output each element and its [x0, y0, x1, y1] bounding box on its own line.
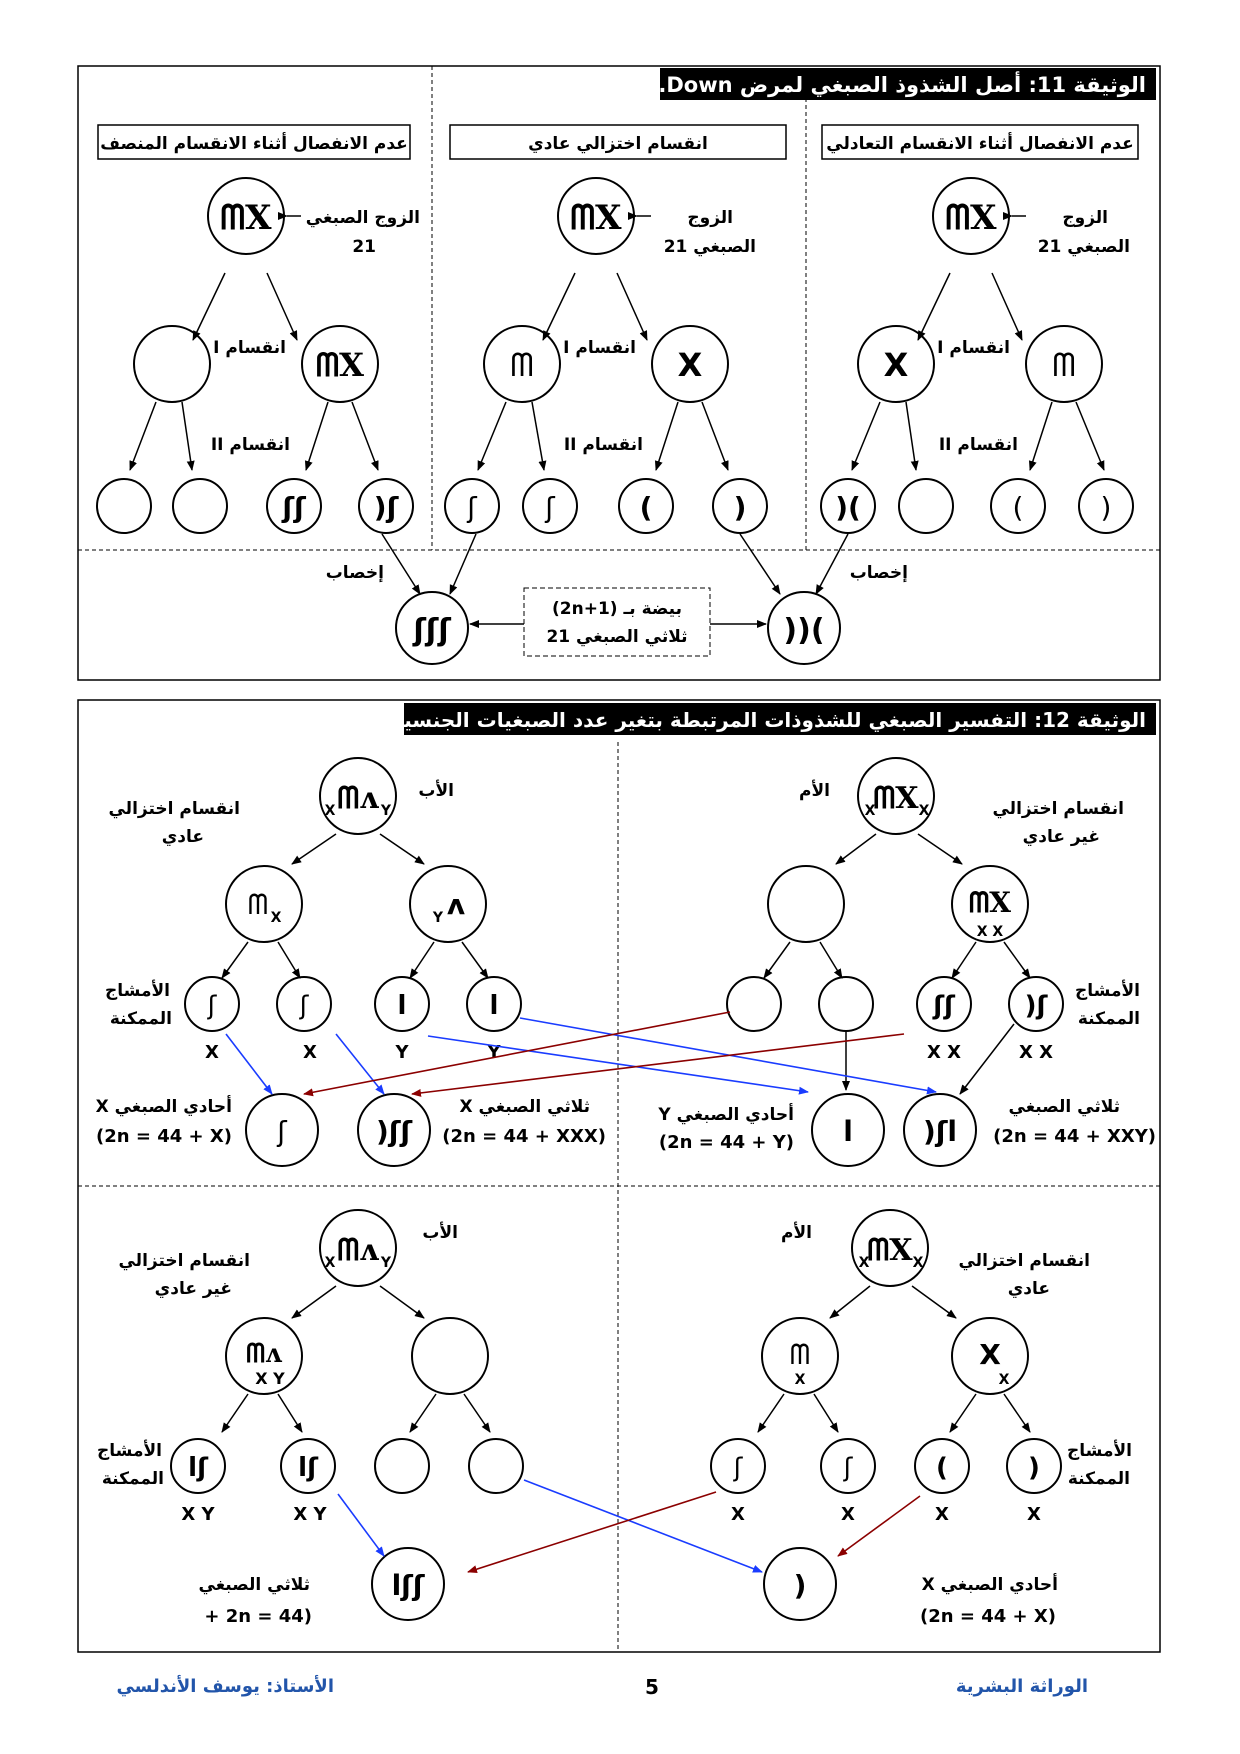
egg-line-2: ثلاثي الصبغي 21: [546, 627, 688, 647]
header-right: عدم الانفصال أثناء الانقسام التعادلي: [826, 134, 1134, 154]
x-label: X: [864, 803, 876, 819]
arrow: [740, 534, 780, 594]
formula-partial: (2n = 44 +: [204, 1606, 312, 1627]
chromosome-icon: ʃ: [843, 1453, 853, 1483]
egg-line-1: بيضة بـ (2n+1): [552, 599, 682, 619]
document-11: [78, 66, 1160, 680]
chromosome-icon: ʃʃʃ: [413, 613, 451, 648]
x-label: X: [858, 1255, 870, 1271]
meiosis-normal-1: انقسام اختزالي: [958, 1251, 1090, 1271]
gametes-label-1: الأمشاج: [105, 981, 170, 1001]
arrow: [1004, 942, 1030, 978]
y-label: Y: [395, 1042, 409, 1063]
footer-subject: الوراثة البشرية: [955, 1676, 1088, 1697]
monosomy-x: أحادي الصبغي X: [921, 1575, 1058, 1595]
gametes-label-2: الممكنة: [1067, 1469, 1130, 1489]
formula-y: (2n = 44 + Y): [658, 1132, 794, 1153]
arrow: [836, 834, 876, 864]
chromosome-icon: ʃ: [733, 1453, 743, 1483]
chromosome-icon: ʃ: [277, 1115, 287, 1148]
gametes-label-2: الممكنة: [1077, 1009, 1140, 1029]
column-right: [821, 178, 1133, 533]
arrow: [820, 942, 842, 978]
arrow: [764, 942, 790, 978]
arrow: [278, 1394, 302, 1432]
pair-label-1: الزوج: [1062, 208, 1108, 228]
arrow: [292, 1286, 336, 1318]
gamete-cell: [819, 977, 873, 1031]
xx-label: X X: [976, 924, 1004, 940]
blue-arrow: [338, 1494, 384, 1556]
arrow: [410, 942, 434, 978]
cell: [134, 326, 210, 402]
arrow: [193, 273, 225, 340]
pair-label-2: الصبغي 21: [663, 237, 756, 257]
chromosome-pair-icon: ᗰʌ: [246, 1339, 282, 1369]
xx-label: X X: [1018, 1042, 1054, 1063]
chromosome-icon: (: [1100, 491, 1112, 524]
arrow: [380, 1286, 424, 1318]
formula-xxy: (2n = 44 + XXY): [993, 1126, 1156, 1147]
formula-x: (2n = 44 + X): [96, 1126, 232, 1147]
father-label: الأب: [422, 1223, 458, 1243]
division-1-label: انقسام I: [213, 338, 286, 358]
arrow: [918, 834, 962, 864]
arrow: [182, 402, 192, 470]
x-label: X: [918, 803, 930, 819]
chromosome-icon: ا: [397, 991, 407, 1021]
cell: [412, 1318, 488, 1394]
division-1-label: انقسام I: [937, 338, 1010, 358]
chromosome-icon: ᗰ: [247, 888, 269, 921]
chromosome-icon: ʃ: [299, 991, 309, 1021]
column-middle: [445, 178, 767, 533]
arrow: [306, 402, 328, 470]
gamete-cell: [469, 1439, 523, 1493]
gametes-label-2: الممكنة: [101, 1469, 164, 1489]
arrow: [960, 1024, 1014, 1094]
y-label: Y: [487, 1042, 501, 1063]
x-label: X: [324, 1255, 336, 1271]
x-label: X: [303, 1042, 317, 1063]
chromosome-icon: ʃ(: [1024, 991, 1048, 1021]
chromosome-icon: ʃ: [467, 491, 477, 524]
fertilization-label: إخصاب: [325, 563, 384, 583]
gamete-cell: [727, 977, 781, 1031]
doc11-title: الوثيقة 11: أصل الشذوذ الصبغي لمرض Down.: [658, 73, 1146, 97]
chromosome-icon: ʃʃا: [391, 1569, 425, 1602]
x-label: X: [205, 1042, 219, 1063]
chromosome-icon: ): [639, 491, 653, 524]
arrow: [830, 1286, 870, 1318]
arrow: [816, 534, 848, 594]
chromosome-icon: ʃ: [207, 991, 217, 1021]
arrow: [912, 1286, 956, 1318]
arrow: [352, 402, 378, 470]
arrow: [543, 273, 575, 340]
division-2-label: انقسام II: [938, 435, 1018, 455]
mother-label: الأم: [781, 1223, 812, 1243]
footer: [116, 1675, 1088, 1699]
mother-label: الأم: [799, 781, 830, 801]
quadrant-top-left: [96, 758, 606, 1166]
chromosome-icon: اʃ(: [922, 1115, 958, 1148]
chromosome-pair-icon: ᗰX: [316, 346, 364, 384]
chromosome-icon: ʃا: [298, 1453, 318, 1483]
chromosome-pair-icon: ᗰX: [220, 198, 272, 238]
footer-author: الأستاذ: يوسف الأندلسي: [116, 1676, 334, 1697]
monosomy-x: أحادي الصبغي X: [95, 1097, 232, 1117]
blue-arrow: [524, 1480, 762, 1572]
chromosome-icon: ʃ(: [373, 491, 399, 524]
arrow: [1004, 1394, 1030, 1432]
y-label: Y: [380, 1255, 392, 1271]
chromosome-icon: (: [1028, 1453, 1040, 1483]
doc12-title: الوثيقة 12: التفسير الصبغي للشذوذات المرتبطة بتغير عدد الصبغيات الجنسية.: [384, 708, 1146, 732]
arrow: [410, 1394, 436, 1432]
pair-label-left-1: الزوج الصبغي: [305, 208, 420, 228]
arrow: [380, 834, 424, 864]
division-2-label: انقسام II: [563, 435, 643, 455]
meiosis-normal-2: عادي: [161, 827, 204, 847]
gamete-cell: [97, 479, 151, 533]
arrow: [656, 402, 678, 470]
chromosome-icon: ʃا: [188, 1453, 208, 1483]
chromosome-icon: X: [979, 1338, 1001, 1371]
column-left: [97, 178, 420, 533]
chromosome-icon: ): [1012, 491, 1024, 524]
gamete-cell: [375, 1439, 429, 1493]
x-label: X: [794, 1372, 806, 1388]
arrow: [478, 402, 506, 470]
chromosome-pair-icon: ᗰX: [945, 198, 997, 238]
fertilization-row: [326, 534, 908, 664]
arrow: [918, 273, 950, 340]
chromosome-pair-icon: ᗰX: [969, 886, 1011, 919]
arrow: [278, 942, 300, 978]
xx-label: X X: [926, 1042, 962, 1063]
formula-xxx: (2n = 44 + XXX): [442, 1126, 606, 1147]
y-label: Y: [380, 803, 392, 819]
arrow: [952, 942, 976, 978]
doc12-frame: [78, 700, 1160, 1652]
trisomy-label: ثلاثي الصبغي: [1008, 1097, 1120, 1117]
arrow: [382, 534, 420, 594]
arrow: [130, 402, 156, 470]
chromosome-icon: ا: [489, 991, 499, 1021]
arrow: [758, 1394, 784, 1432]
meiosis-abnormal-2: غير عادي: [154, 1279, 232, 1299]
arrow: [532, 402, 544, 470]
chromosome-icon: ᗰ: [1052, 346, 1076, 384]
arrow: [1030, 402, 1052, 470]
gametes-label-1: الأمشاج: [1075, 981, 1140, 1001]
chromosome-icon: ᗰ: [789, 1338, 811, 1371]
division-2-label: انقسام II: [210, 435, 290, 455]
meiosis-abnormal-1: انقسام اختزالي: [118, 1251, 250, 1271]
arrow: [617, 273, 647, 340]
x-label: X: [324, 803, 336, 819]
arrow: [222, 942, 248, 978]
chromosome-pair-icon: ᗰʌ: [337, 1233, 379, 1268]
chromosome-icon: X: [677, 346, 703, 384]
pair-label-left-2: 21: [352, 237, 376, 257]
chromosome-icon: ʃʃ(: [375, 1115, 413, 1148]
arrow: [814, 1394, 838, 1432]
monosomy-y: أحادي الصبغي Y: [658, 1105, 794, 1125]
quadrant-bottom-left: [97, 1210, 523, 1627]
header-left: عدم الانفصال أثناء الانقسام المنصف: [100, 134, 408, 154]
cross-arrows-bottom: [338, 1480, 920, 1572]
xy-label: X Y: [181, 1504, 215, 1525]
chromosome-icon: X: [883, 346, 909, 384]
chromosome-icon: (: [793, 1569, 807, 1602]
chromosome-icon: ا: [843, 1115, 853, 1148]
chromosome-pair-icon: ᗰX: [570, 198, 622, 238]
xy-label: X Y: [255, 1369, 285, 1388]
document-12: [78, 700, 1160, 1652]
chromosome-icon: (: [733, 491, 747, 524]
quadrant-bottom-right: [711, 1210, 1132, 1627]
gametes-label-1: الأمشاج: [97, 1441, 162, 1461]
red-arrow: [468, 1492, 716, 1572]
x-label: X: [1027, 1504, 1041, 1525]
meiosis-normal-2: عادي: [1007, 1279, 1050, 1299]
arrow: [462, 942, 488, 978]
division-1-label: انقسام I: [563, 338, 636, 358]
chromosome-icon: ʃʃ: [933, 991, 955, 1021]
formula-x: (2n = 44 + X): [920, 1606, 1056, 1627]
arrow: [1076, 402, 1104, 470]
xy-label: X Y: [293, 1504, 327, 1525]
chromosome-icon: ʃʃ: [282, 491, 306, 524]
arrow: [950, 1394, 976, 1432]
chromosome-icon: ᗰ: [510, 346, 534, 384]
x-label: X: [998, 1372, 1010, 1388]
chromosome-pair-icon: ᗰX: [873, 781, 919, 816]
arrow: [222, 1394, 248, 1432]
blue-arrow: [336, 1034, 384, 1094]
arrow: [852, 402, 880, 470]
blue-arrow: [226, 1034, 272, 1094]
fertilization-label: إخصاب: [849, 563, 908, 583]
x-label: X: [270, 910, 282, 926]
arrow: [450, 534, 476, 594]
x-label: X: [841, 1504, 855, 1525]
gametes-label-2: الممكنة: [109, 1009, 172, 1029]
chromosome-pair-icon: ᗰʌ: [337, 781, 379, 816]
chromosome-icon: ʌ: [446, 888, 466, 921]
father-label: الأب: [418, 781, 454, 801]
chromosome-icon: ): [936, 1453, 948, 1483]
doc11-frame: [78, 66, 1160, 680]
chromosome-icon: ʃ: [545, 491, 555, 524]
meiosis-abnormal-1: انقسام اختزالي: [992, 799, 1124, 819]
chromosome-icon: )((: [783, 613, 825, 648]
x-label: X: [935, 1504, 949, 1525]
arrow: [267, 273, 297, 340]
chromosome-icon: )(: [835, 491, 861, 524]
header-middle: انقسام اختزالي عادي: [528, 134, 708, 154]
x-label: X: [912, 1255, 924, 1271]
arrow: [292, 834, 336, 864]
y-label: Y: [432, 910, 444, 926]
chromosome-pair-icon: ᗰX: [867, 1233, 913, 1268]
arrow: [702, 402, 728, 470]
gamete-cell: [173, 479, 227, 533]
gamete-cell: [899, 479, 953, 533]
arrow: [464, 1394, 490, 1432]
quadrant-top-right: [657, 758, 1156, 1166]
gametes-label-1: الأمشاج: [1067, 1441, 1132, 1461]
x-label: X: [731, 1504, 745, 1525]
meiosis-abnormal-2: غير عادي: [1022, 827, 1100, 847]
meiosis-normal-1: انقسام اختزالي: [108, 799, 240, 819]
arrow: [906, 402, 916, 470]
pair-label-2: الصبغي 21: [1037, 237, 1130, 257]
trisomy-x: ثلاثي الصبغي X: [459, 1097, 590, 1117]
pair-label-1: الزوج: [687, 208, 733, 228]
trisomy-label: ثلاثي الصبغي: [198, 1575, 310, 1595]
page-number: 5: [645, 1675, 659, 1699]
arrow: [992, 273, 1022, 340]
cell: [768, 866, 844, 942]
